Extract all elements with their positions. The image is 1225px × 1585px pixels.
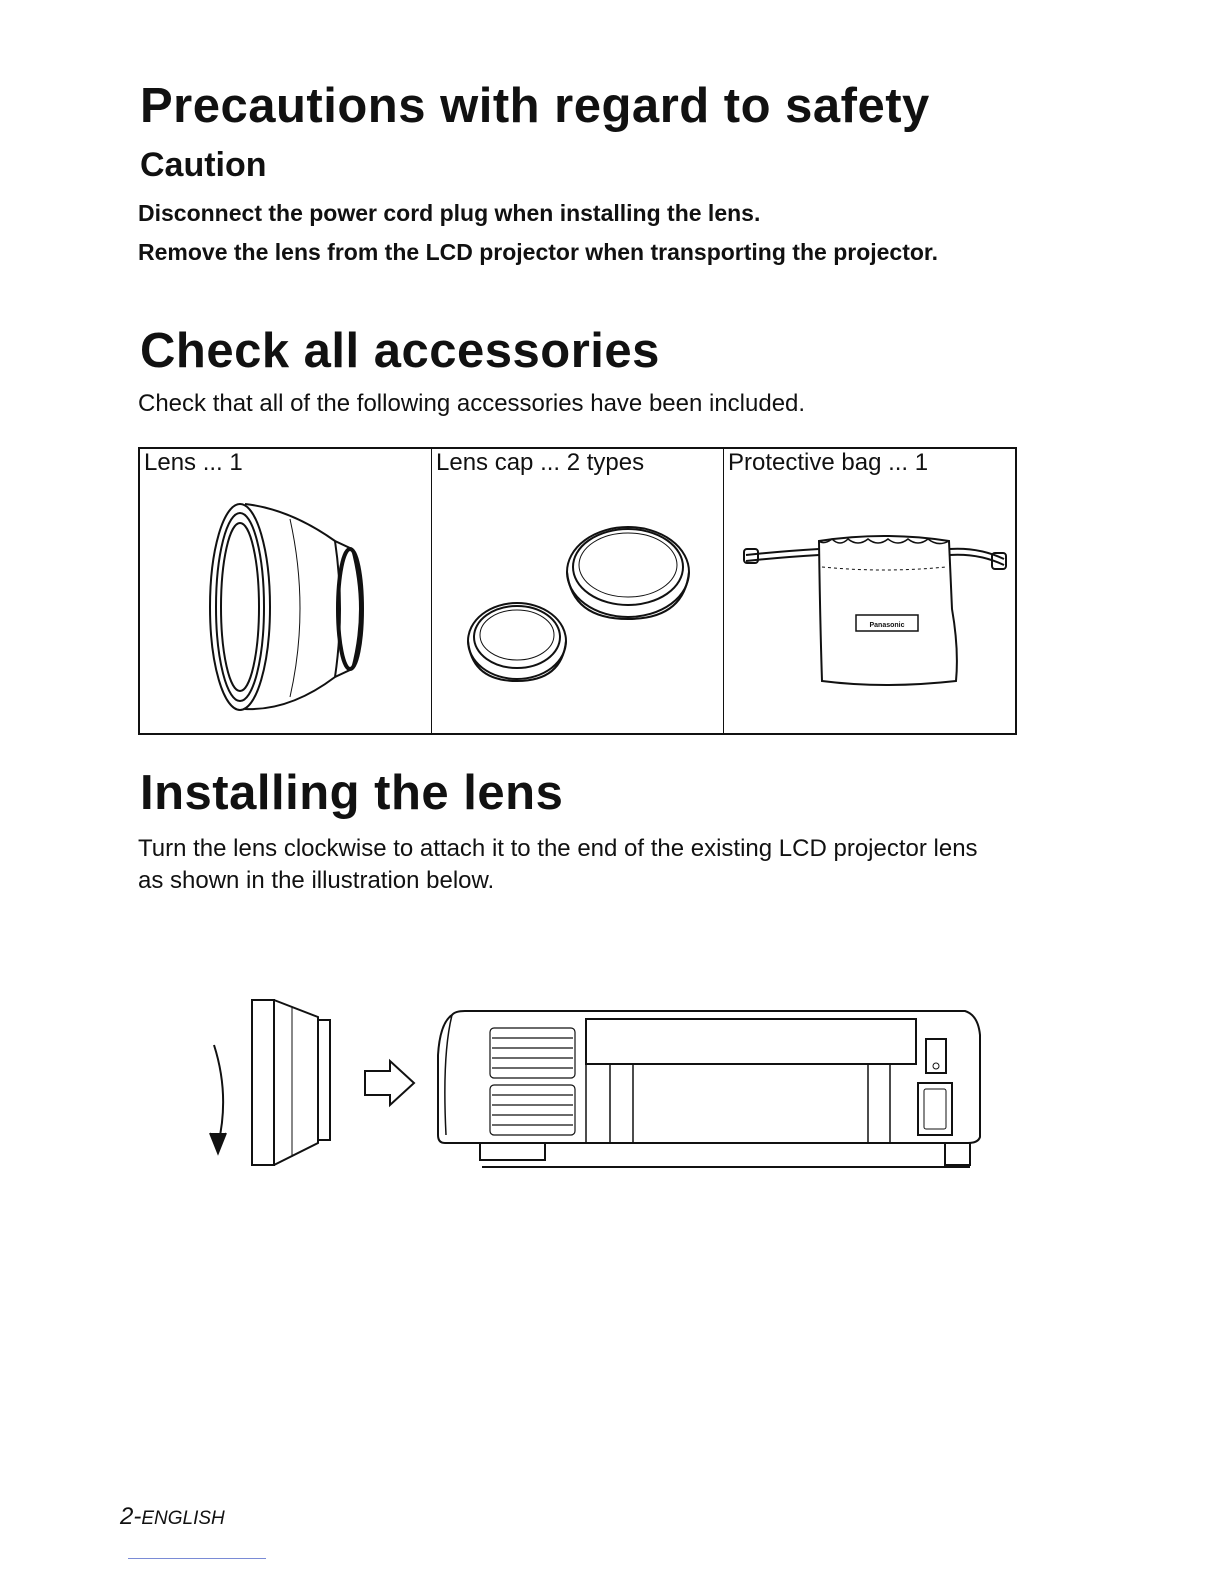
accessories-table xyxy=(138,447,1017,735)
accessory-label-lens-cap: Lens cap ... 2 types xyxy=(436,449,645,476)
accessory-label-lens: Lens ... 1 xyxy=(144,449,243,476)
accessory-cell-protective-bag xyxy=(724,449,1015,733)
lens-caps-illustration xyxy=(432,449,724,733)
accessory-cell-lens xyxy=(140,449,432,733)
accessory-cell-lens-cap xyxy=(432,449,724,733)
caution-text-transport: Remove the lens from the LCD projector when transporting the projector. xyxy=(138,239,938,265)
bottom-rule xyxy=(128,1558,266,1559)
lens-illustration xyxy=(140,449,432,733)
accessories-intro: Check that all of the following accessories have been included. xyxy=(138,390,806,417)
attach-direction-arrow-icon xyxy=(365,1061,414,1105)
page-language: ENGLISH xyxy=(141,1508,225,1529)
section-title-accessories: Check all accessories xyxy=(140,324,660,378)
caution-heading: Caution xyxy=(140,146,267,184)
page-footer xyxy=(120,1503,225,1531)
section-title-installing: Installing the lens xyxy=(140,766,564,820)
protective-bag-illustration xyxy=(724,449,1016,733)
installation-illustration xyxy=(200,995,990,1185)
section-title-safety: Precautions with regard to safety xyxy=(140,79,930,133)
page-number: 2- xyxy=(120,1503,142,1530)
caution-text-power: Disconnect the power cord plug when installing the lens. xyxy=(138,200,761,226)
rotation-arrow-icon xyxy=(214,1045,223,1145)
bag-brand-label: Panasonic xyxy=(869,622,905,629)
accessory-label-protective-bag: Protective bag ... 1 xyxy=(728,449,929,476)
installing-instructions: Turn the lens clockwise to attach it to the end of the existing LCD projector lens as shown in the illustration below. xyxy=(138,835,978,894)
